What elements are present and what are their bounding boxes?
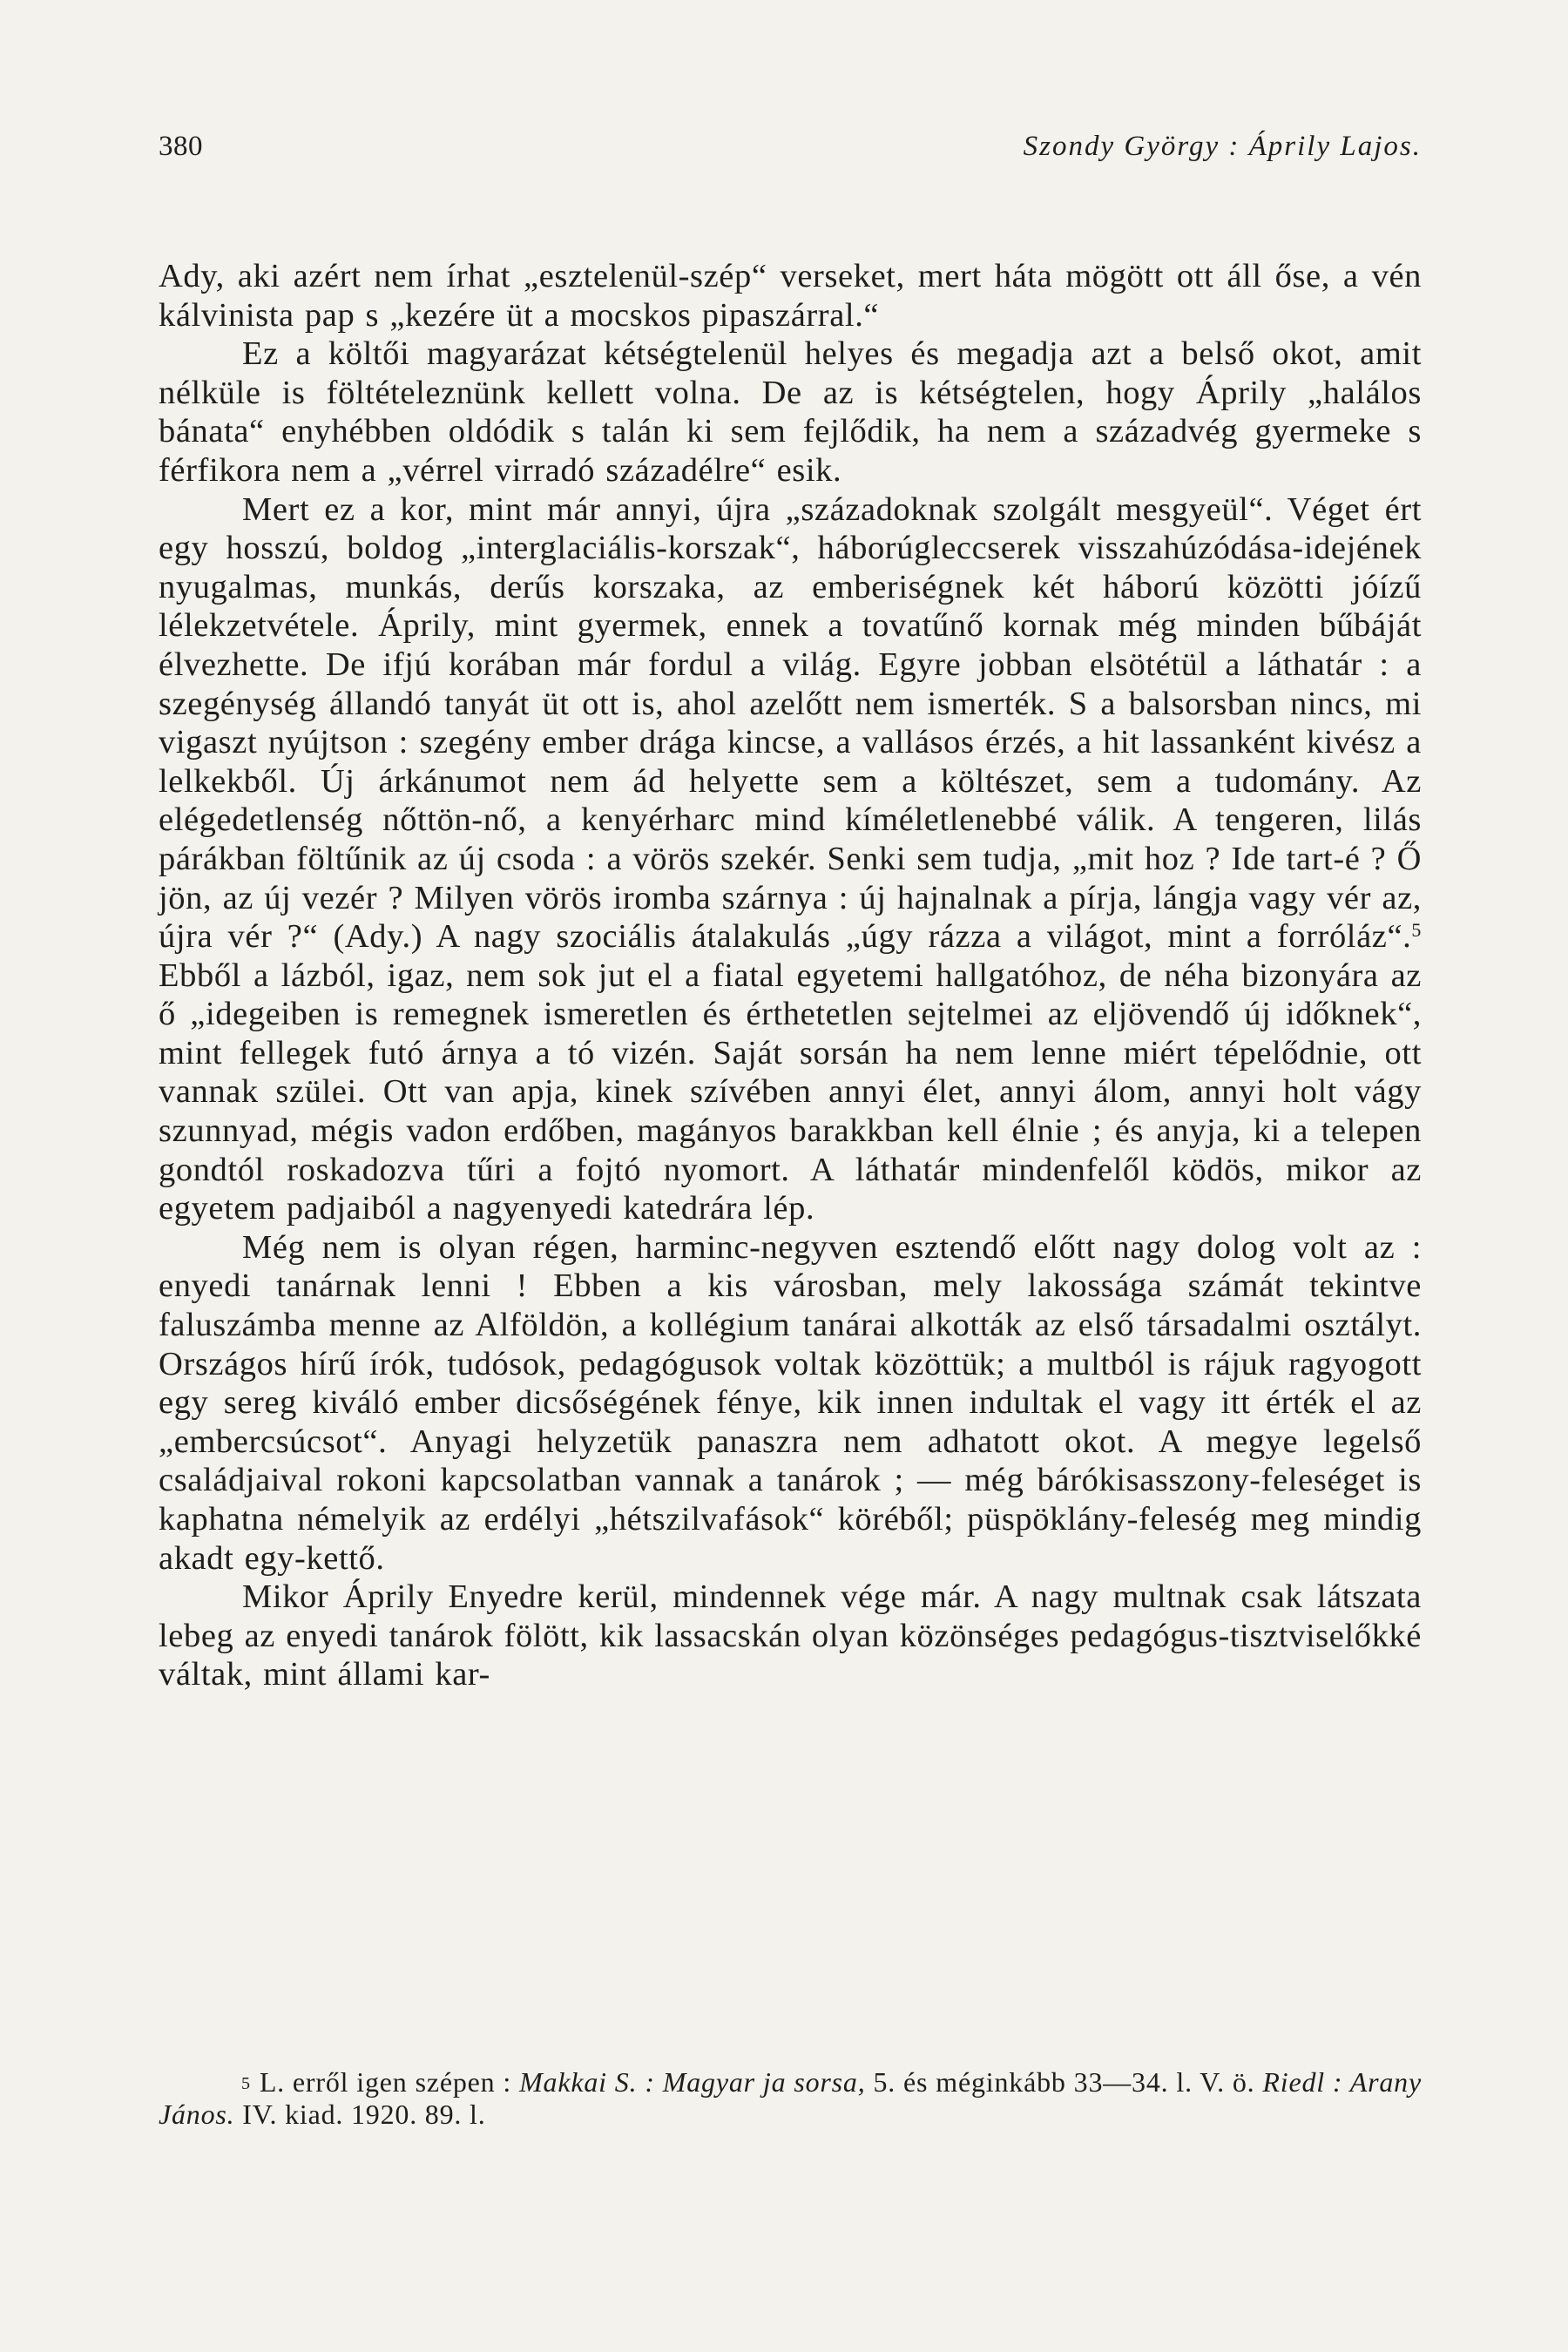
body-text [159,257,1422,1694]
footnote-author: Makkai S. : [519,2066,655,2098]
footnote-part: 5. és méginkább 33—34. l. V. ö. [865,2066,1263,2098]
footnote-title: Arany János. [159,2066,1422,2130]
footnote-part: IV. kiad. 1920. 89. l. [234,2099,486,2130]
paragraph [159,490,1422,1228]
page-header [159,131,1422,174]
footnote-part: L. erről igen szépen : [259,2066,520,2098]
footnote [159,2066,1422,2131]
footnote-reference: 5 [1411,919,1422,942]
paragraph: Ez a költői magyarázat kétségtelenül helyes és megadja azt a belső okot, amit nélküle is föltételeznünk kellett volna. De az is kétségtelen, hogy Áprily „halálos bánata“ enyhébben oldódik s talán ki sem fejlődik, ha nem a századvég gyermeke s férfikora nem a „vérrel virradó századélre“ esik. [159,335,1422,489]
footnote-text [159,2066,1422,2131]
paragraph: Ady, aki azért nem írhat „esztelenül-szép“ verseket, mert háta mögött ott áll őse, a vén kálvinista pap s „kezére üt a mocskos pipaszárral.“ [159,258,1422,334]
running-title: Szondy György : Áprily Lajos. [1023,131,1422,162]
footnote-title: Magyar ja sorsa, [654,2066,866,2098]
paragraph: Még nem is olyan régen, harminc-negyven esztendő előtt nagy dolog volt az : enyedi tanárnak lenni ! Ebben a kis városban, mely lakossága számát tekintve faluszámba menne az Alföldön, a kollégium tanárai alkották az első társadalmi osztályt. Országos hírű írók, tudósok, pedagógusok voltak közöttük; a multból is rájuk ragyogott egy sereg kiváló ember dicsőségének fénye, kik innen indultak el vagy itt érték el az „embercsúcsot“. Anyagi helyzetük panaszra nem adhatott okot. A megye legelső családjaival rokoni kapcsolatban vannak a tanárok ; — még bárókisasszony-feleséget is kaphatna némelyik az erdélyi „hétszilvafások“ köréből; püspöklány-feleség meg mindig akadt egy-kettő. [159,1228,1422,1577]
paragraph-text: Ebből a lázból, igaz, nem sok jut el a fiatal egyetemi hallgatóhoz, de néha bizonyára az ő „idegeiben is remegnek ismeretlen és érthetetlen sejtelmei az eljövendő új időknek“, mint fellegek futó árnya a tó vizén. Saját sorsán ha nem lenne miért tépelődnie, ott vannak szülei. Ott van apja, kinek szívében annyi élet, annyi álom, annyi holt vágy szunnyad, mégis vadon erdőben, magányos barakkban kell élnie ; és anyja, ki a telepen gondtól roskadozva tűri a fojtó nyomort. A láthatár mindenfelől ködös, mikor az egyetem padjaiból a nagyenyedi katedrára lép. [159,956,1422,1227]
paragraph: Mikor Áprily Enyedre kerül, mindennek vége már. A nagy multnak csak látszata lebeg az enyedi tanárok fölött, kik lassacskán olyan közönséges pedagógus-tisztviselőkké váltak, mint állami kar- [159,1578,1422,1693]
paragraph-text: Mert ez a kor, mint már annyi, újra „századoknak szolgált mesgyeül“. Véget ért egy hosszú, boldog „interglaciális-korszak“, háborúgleccserek visszahúzódása-idejének nyugalmas, munkás, derűs korszaka, az emberiségnek két háború közötti jóízű lélekzetvétele. Áprily, mint gyermek, ennek a tovatűnő kornak még minden bűbáját élvezhette. De ifjú korában már fordul a világ. Egyre jobban elsötétül a láthatár : a szegénység állandó tanyát üt ott is, ahol azelőtt nem ismerték. S a balsorsban nincs, mi vigaszt nyújtson : szegény ember drága kincse, a vallásos érzés, a hit lassanként kivész a lelkekből. Új árkánumot nem ád helyette sem a költészet, sem a tudomány. Az elégedetlenség nőttön-nő, a kenyérharc mind kíméletlenebbé válik. A tengeren, lilás párákban föltűnik az új csoda : a vörös szekér. Senki sem tudja, „mit hoz ? Ide tart-é ? Ő jön, az új vezér ? Milyen vörös iromba szárnya : új hajnalnak a pírja, lángja vagy vér az, újra vér ?“ (Ady.) A nagy szociális átalakulás „úgy rázza a világot, mint a forróláz“. [159,490,1422,956]
footnote-mark: 5 [241,2074,251,2093]
page-number: 380 [159,131,203,162]
footnote-author: Riedl : [1262,2066,1343,2098]
